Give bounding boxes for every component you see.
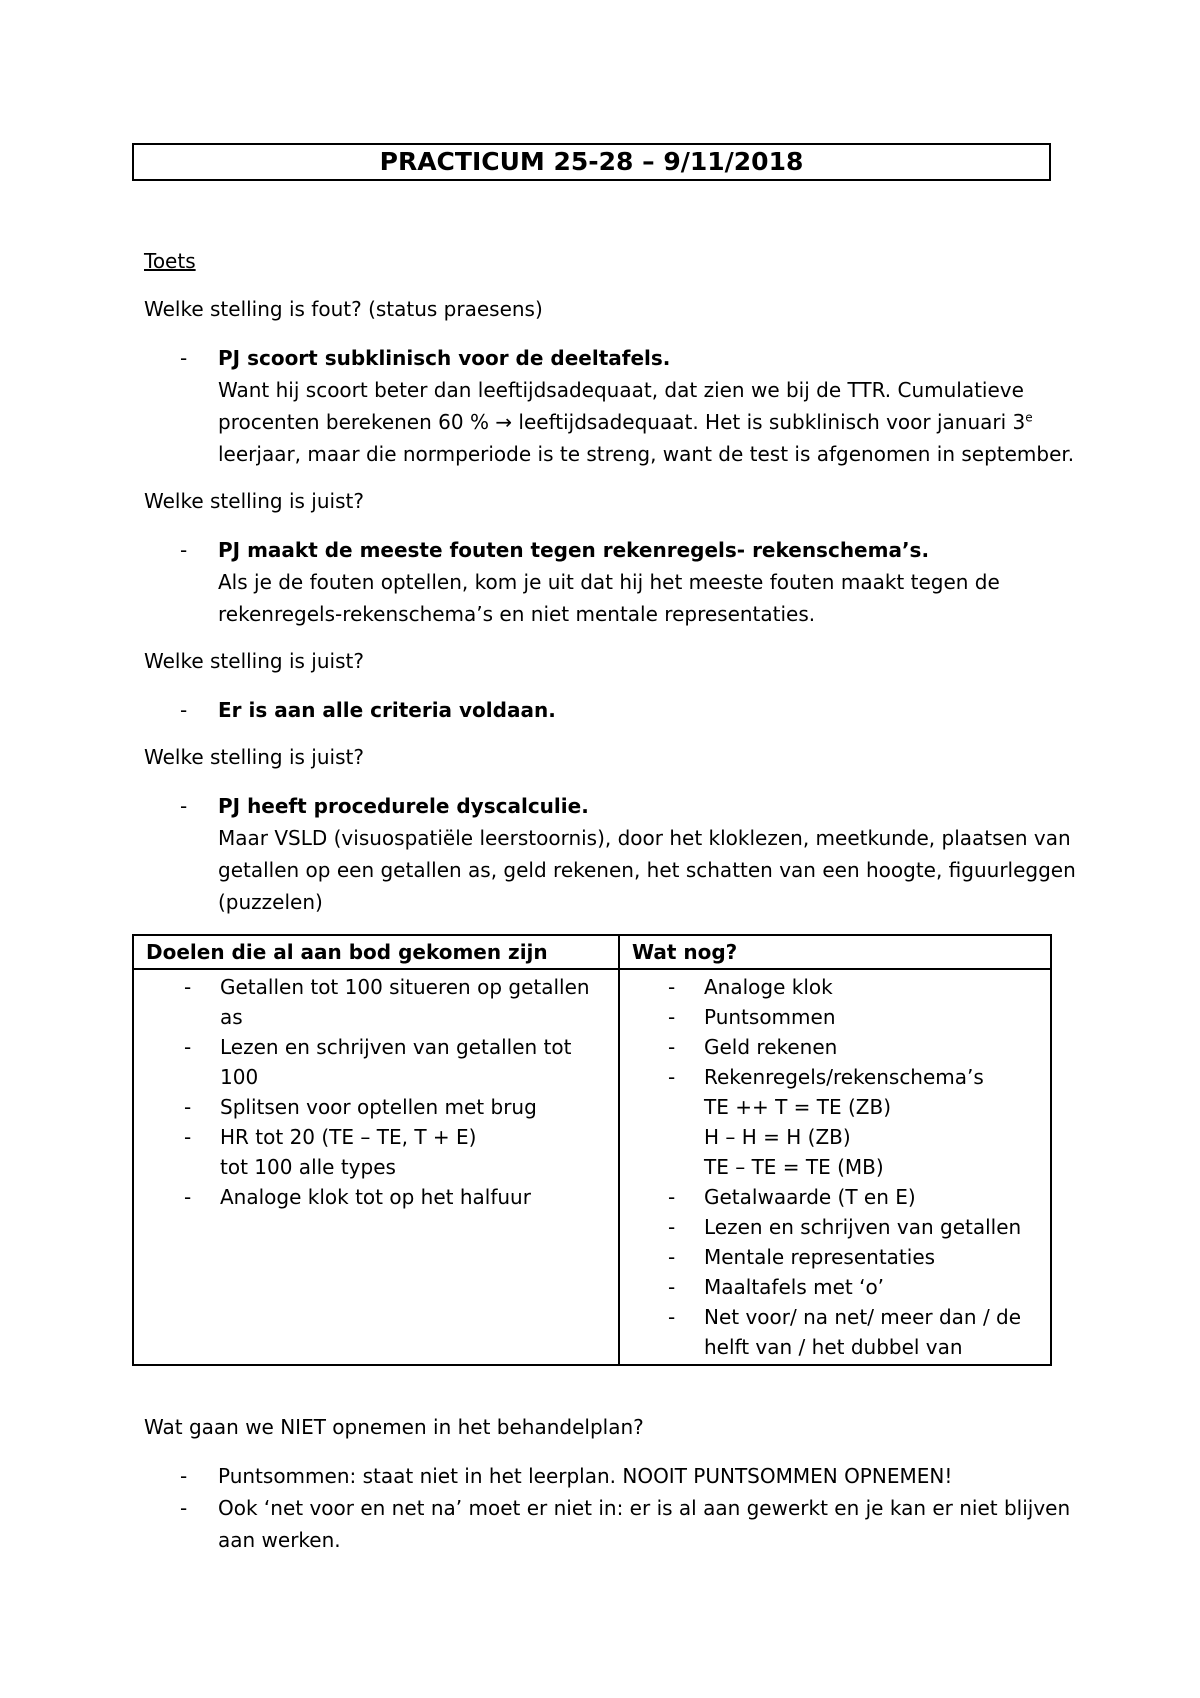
bullet-dash: - — [668, 1185, 676, 1209]
bullet-dash: - — [180, 698, 188, 722]
list-item: - Getallen tot 100 situeren op getallen as — [134, 972, 618, 1032]
table-header-done: Doelen die al aan bod gekomen zijn — [133, 935, 619, 969]
question-2: Welke stelling is juist? — [144, 489, 364, 513]
done-list — [134, 970, 618, 1214]
answer-4: PJ heeft procedurele dyscalculie. — [218, 794, 589, 818]
bullet-dash: - — [668, 1305, 676, 1329]
bullet-dash: - — [668, 1065, 676, 1089]
bullet-dash: - — [668, 1035, 676, 1059]
list-item: - Analoge klok — [620, 972, 1050, 1002]
list-item: - Analoge klok tot op het halfuur — [134, 1182, 618, 1212]
list-item: - Puntsommen — [620, 1002, 1050, 1032]
answer-4-explanation-line: Maar VSLD (visuospatiële leerstoornis), door het kloklezen, meetkunde, plaatsen van — [218, 826, 1071, 850]
answer-2: PJ maakt de meeste fouten tegen rekenregels- rekenschema’s. — [218, 538, 930, 562]
answer-2-explanation-line: Als je de fouten optellen, kom je uit dat hij het meeste fouten maakt tegen de — [218, 570, 1000, 594]
list-item: - Getalwaarde (T en E) — [620, 1182, 1050, 1212]
todo-list — [620, 970, 1050, 1364]
bullet-dash: - — [180, 1464, 188, 1488]
bullet-dash: - — [184, 1125, 192, 1149]
answer-1-item — [180, 342, 1074, 470]
answer-3-item — [180, 694, 556, 726]
bullet-dash: - — [668, 1245, 676, 1269]
list-item: - Lezen en schrijven van getallen tot 100 — [134, 1032, 618, 1092]
answer-4-explanation-line: getallen op een getallen as, geld rekenen, het schatten van een hoogte, figuurleggen — [218, 858, 1076, 882]
answer-1: PJ scoort subklinisch voor de deeltafels. — [218, 346, 671, 370]
bullet-dash: - — [180, 346, 188, 370]
bullet-dash: - — [668, 975, 676, 999]
list-item: - Mentale representaties — [620, 1242, 1050, 1272]
answer-2-explanation-line: rekenregels-rekenschema’s en niet mentale representaties. — [218, 602, 816, 626]
table-header-row — [133, 935, 1051, 969]
list-item: - Geld rekenen — [620, 1032, 1050, 1062]
bullet-dash: - — [184, 1035, 192, 1059]
closing-item-continuation: aan werken. — [218, 1528, 341, 1552]
list-item-subline: H – H = H (ZB) — [704, 1125, 851, 1149]
closing-question: Wat gaan we NIET opnemen in het behandelplan? — [144, 1415, 644, 1439]
bullet-dash: - — [180, 794, 188, 818]
table-cell-done — [133, 969, 619, 1365]
bullet-dash: - — [180, 538, 188, 562]
list-item-subline: TE ++ T = TE (ZB) — [704, 1095, 892, 1119]
list-item: - Maaltafels met ‘o’ — [620, 1272, 1050, 1302]
table-row — [133, 969, 1051, 1365]
section-label-toets: Toets — [144, 249, 196, 273]
bullet-dash: - — [668, 1215, 676, 1239]
closing-item — [180, 1492, 1070, 1556]
table-cell-todo — [619, 969, 1051, 1365]
goals-table — [132, 934, 1052, 1366]
question-3: Welke stelling is juist? — [144, 649, 364, 673]
list-item: - Lezen en schrijven van getallen — [620, 1212, 1050, 1242]
answer-3: Er is aan alle criteria voldaan. — [218, 698, 556, 722]
superscript-e: e — [1025, 410, 1033, 425]
bullet-dash: - — [668, 1275, 676, 1299]
question-1: Welke stelling is fout? (status praesens) — [144, 297, 543, 321]
bullet-dash: - — [184, 1185, 192, 1209]
answer-4-item — [180, 790, 1076, 918]
list-item: - Net voor/ na net/ meer dan / de helft van / het dubbel van — [620, 1302, 1050, 1362]
bullet-dash: - — [180, 1496, 188, 1520]
page-title: PRACTICUM 25-28 – 9/11/2018 — [132, 143, 1051, 181]
list-item: - Rekenregels/rekenschema’s TE ++ T = TE (ZB) H – H = H (ZB) TE – TE = TE (MB) — [620, 1062, 1050, 1182]
bullet-dash: - — [184, 1095, 192, 1119]
list-item-subline: tot 100 alle types — [220, 1155, 396, 1179]
closing-item-text: Ook ‘net voor en net na’ moet er niet in: er is al aan gewerkt en je kan er niet blijven — [218, 1496, 1071, 1520]
answer-4-explanation-line: (puzzelen) — [218, 890, 323, 914]
bullet-dash: - — [668, 1005, 676, 1029]
list-item: - HR tot 20 (TE – TE, T + E) tot 100 alle types — [134, 1122, 618, 1182]
closing-item — [180, 1460, 952, 1492]
bullet-dash: - — [184, 975, 192, 999]
table-header-todo: Wat nog? — [619, 935, 1051, 969]
answer-1-explanation-line-2: procenten berekenen 60 % → leeftijdsadequaat. Het is subklinisch voor januari 3e — [218, 410, 1033, 434]
answer-1-explanation-line: leerjaar, maar die normperiode is te streng, want de test is afgenomen in september. — [218, 442, 1075, 466]
closing-item-text: Puntsommen: staat niet in het leerplan. NOOIT PUNTSOMMEN OPNEMEN! — [218, 1464, 953, 1488]
list-item: - Splitsen voor optellen met brug — [134, 1092, 618, 1122]
answer-1-explanation-line: Want hij scoort beter dan leeftijdsadequaat, dat zien we bij de TTR. Cumulatieve — [218, 378, 1024, 402]
question-4: Welke stelling is juist? — [144, 745, 364, 769]
answer-2-item — [180, 534, 1000, 630]
list-item-subline: TE – TE = TE (MB) — [704, 1155, 884, 1179]
